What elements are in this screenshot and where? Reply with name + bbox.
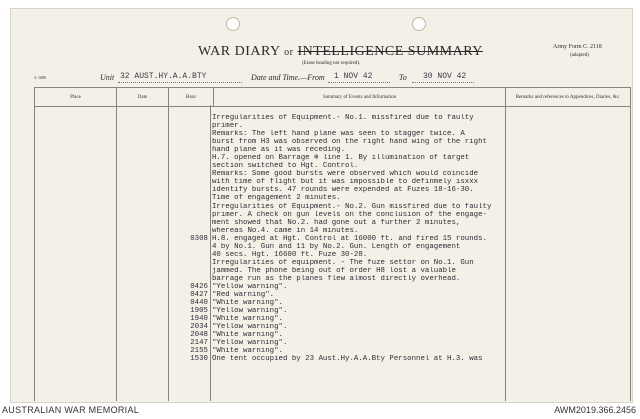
entry-hour: 0308 [190, 234, 208, 243]
entry-hour: 1905 [190, 307, 208, 316]
entry-hour [168, 251, 208, 259]
column-header-place: Place [35, 88, 117, 107]
punch-hole-icon [226, 17, 240, 31]
entry-line: hand plane as it was receding. [212, 146, 346, 155]
entry-line: section switched to Hgt. Control. [212, 162, 359, 171]
hour-column [168, 114, 208, 363]
entry-line: "Yellow warning". [212, 339, 288, 348]
diary-table-header [34, 87, 631, 107]
column-rule [210, 105, 211, 401]
entry-hour: 2155 [190, 347, 208, 356]
entry-hour [168, 211, 208, 219]
entry-hour [168, 170, 208, 178]
army-form-number: Army Form C. 2118 [553, 44, 602, 50]
entry-line: with time of flight but it was impossible to definmely isxxx [212, 178, 479, 187]
entry-hour: 2048 [190, 331, 208, 340]
entry-line: identify bursts. 47 rounds were expended at Fuzes 18-16-30. [212, 186, 474, 195]
entry-hour [168, 203, 208, 211]
entry-hour [168, 186, 208, 194]
punch-hole-icon [412, 17, 426, 31]
entry-line: "Yellow warning". [212, 323, 288, 332]
entry-line: primer. [212, 122, 244, 131]
archive-credit: AUSTRALIAN WAR MEMORIAL [2, 405, 140, 415]
unit-label: Unit [100, 73, 115, 82]
entry-line: H.7. opened on Barrage ⊕ line 1. By illumination of target [212, 154, 470, 163]
entry-hour: 0427 [190, 291, 208, 300]
from-line [328, 82, 390, 83]
entry-line: H.8. engaged at Hgt. Control at 16000 ft. and fired 15 rounds. [212, 234, 487, 243]
entry-hour [168, 227, 208, 235]
entry-hour: 2034 [190, 323, 208, 332]
entry-hour [168, 138, 208, 146]
entry-line: barrage run as the planes flew almost directly overhead. [212, 274, 461, 283]
from-date: 1 NOV 42 [334, 72, 373, 81]
entry-hour [168, 146, 208, 154]
column-header-summary: Summary of Events and Information [214, 88, 506, 107]
entry-line: jammed. The phone being out of order H8 lost a valuable [212, 266, 456, 275]
entry-hour [168, 178, 208, 186]
entry-line: "Yellow warning". [212, 282, 288, 291]
entry-line: "White warning". [212, 347, 283, 356]
entry-line: "Red warning". [212, 291, 275, 300]
entry-hour [168, 243, 208, 251]
entry-hour: 0426 [190, 282, 208, 291]
entry-hour [168, 194, 208, 202]
column-rule [505, 105, 506, 401]
column-header-date: Date [117, 88, 169, 107]
entry-line: 40 secs. Hgt. 16600 ft. Fuze 30-28. [212, 250, 368, 259]
entry-hour [168, 259, 208, 267]
archive-reference: AWM2019.366.2456 [554, 405, 636, 415]
entry-line: "Yellow warning". [212, 307, 288, 316]
date-label: Date and Time.—From [251, 73, 325, 82]
entry-hour: 0440 [190, 299, 208, 308]
to-label: To [399, 73, 407, 82]
entry-line: whereas No.4. came in 14 minutes. [212, 226, 359, 235]
entry-hour [168, 275, 208, 283]
entry-line: "White warning". [212, 299, 283, 308]
summary-of-events [212, 114, 505, 363]
entry-hour: 2147 [190, 339, 208, 348]
to-line [412, 82, 474, 83]
entry-line: Irregularities of Equipment.- No.2. Gun missfired due to faulty [212, 202, 492, 211]
entry-hour: 1940 [190, 315, 208, 324]
adapted-note: (adapted) [570, 53, 589, 58]
erase-heading-note: (Erase heading not required). [302, 61, 361, 66]
entry-line: Irregularities of Equipment.- No.1. missfired due to faulty [212, 114, 474, 122]
entry-line: One tent occupied by 23 Aust.Hy.A.A.Bty Personnel at H.3. was [212, 355, 483, 364]
entry-line: primer. A check on gun levels on the conclusion of the engage- [212, 210, 487, 219]
unit-line [118, 82, 242, 83]
entry-line: Irregularities of equipment. - The fuze settor on No.1. Gun [212, 258, 474, 267]
entry-line: Remarks: Some good bursts were observed which would coincide [212, 170, 479, 179]
entry-hour [168, 122, 208, 130]
entry-hour [168, 219, 208, 227]
entry-hour [168, 114, 208, 122]
unit-value: 32 AUST.HY.A.A.BTY [120, 72, 207, 81]
entry-hour [168, 154, 208, 162]
to-date: 30 NOV 42 [423, 72, 467, 81]
column-header-remarks: Remarks and references to Appendices, Diaries, &c. [506, 88, 631, 107]
entry-hour [168, 267, 208, 275]
column-rule [34, 105, 35, 401]
entry-line: "White warning". [212, 315, 283, 324]
entry-line: 4 by No.1. Gun and 11 by No.2. Gun. Length of engagement [212, 242, 461, 251]
page-title: WAR DIARY or INTELLIGENCE SUMMARY [198, 44, 483, 59]
entry-line: burst from H3 was observed on the right hand wing of the right [212, 138, 487, 147]
column-rule [116, 105, 117, 401]
entry-line: ment showed that No.2. had gone out a further 2 minutes, [212, 218, 461, 227]
form-code: 3. 1680 [34, 75, 46, 80]
entry-hour: 1530 [190, 355, 208, 364]
entry-line: "White warning". [212, 331, 283, 340]
entry-hour [168, 162, 208, 170]
column-header-hour: Hour [169, 88, 214, 107]
column-rule [630, 105, 631, 401]
entry-line: Time of engagement 2 minutes. [212, 194, 341, 203]
entry-line: Remarks: The left hand plane was seen to stagger twice. A [212, 130, 465, 139]
entry-hour [168, 130, 208, 138]
